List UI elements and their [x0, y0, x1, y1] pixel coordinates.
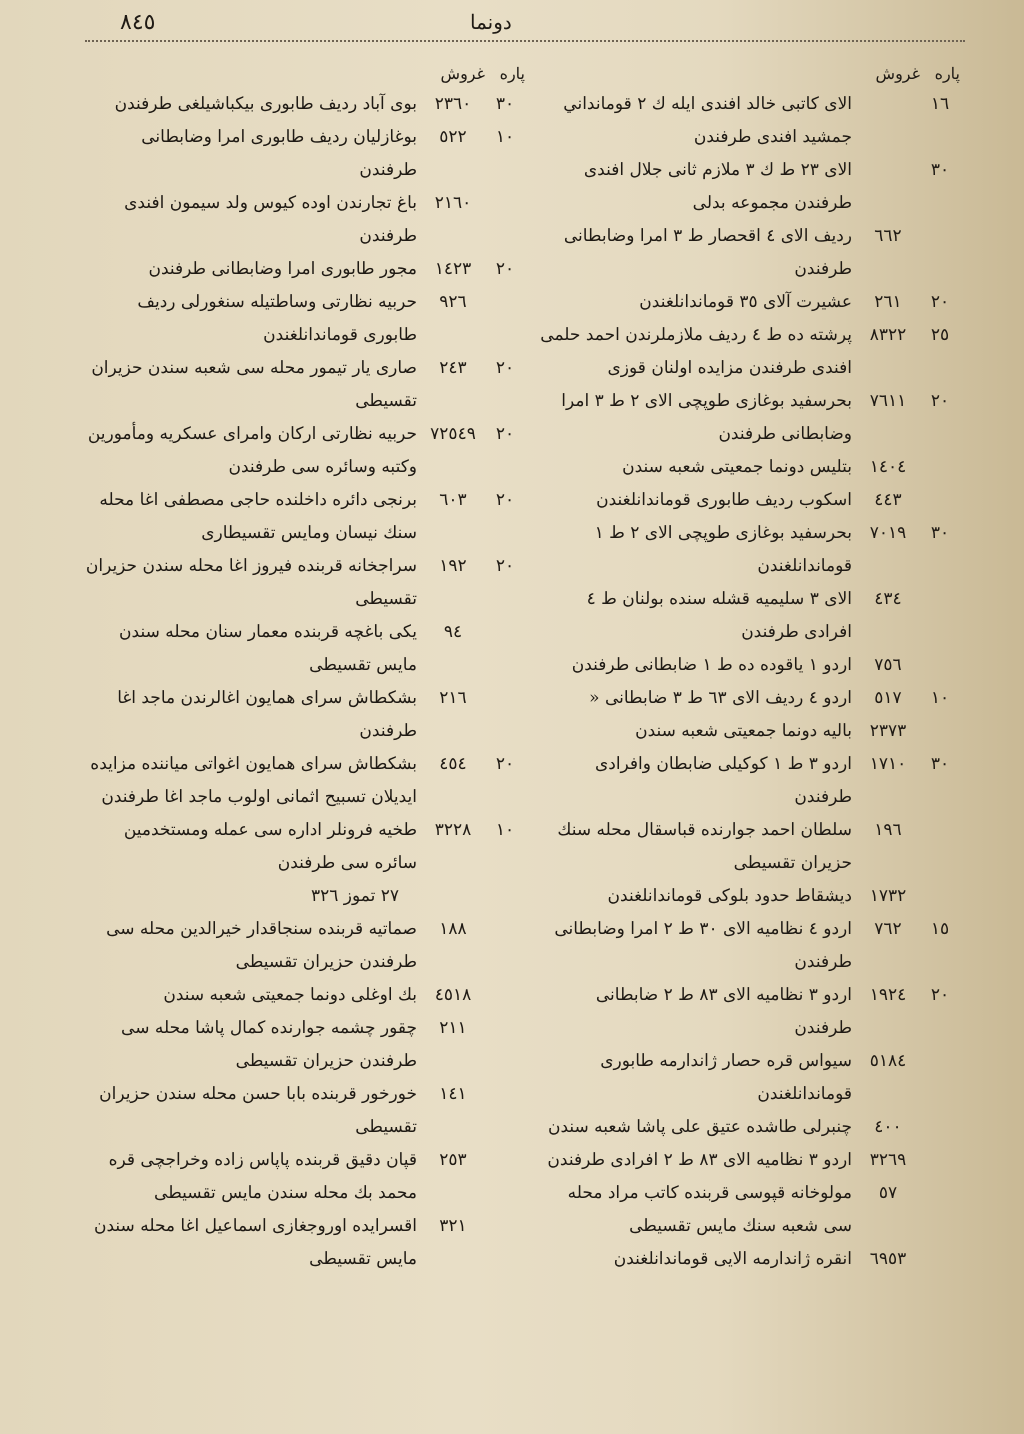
- ledger-entry: [540, 451, 960, 484]
- para-amount: ٢٠: [495, 424, 515, 444]
- entry-description: يكی باغچه قربنده معمار سنان محله سندن مايس تقسيطی: [119, 622, 417, 675]
- kurus-amount: ٧٠١٩: [869, 523, 907, 543]
- kurus-amount: ٢٥٣: [439, 1150, 467, 1170]
- column-header: [85, 58, 525, 88]
- entry-description: الای ٣ سليميه قشله سنده بولنان ط ٤ افرادی طرفندن: [586, 589, 852, 642]
- para-amount: ١٠: [930, 688, 950, 708]
- para-amount: ٢٠: [930, 391, 950, 411]
- ledger-entry: [85, 682, 525, 748]
- kurus-amount: ١٨٨: [439, 919, 467, 939]
- right-column: [540, 58, 960, 1276]
- ledger-entry: [85, 253, 525, 286]
- para-amount: ١٦: [930, 94, 950, 114]
- ledger-entry: [540, 385, 960, 451]
- entry-description: مولوخانه قپوسی قربنده كاتب مراد محله سی شعبه سنك مايس تقسيطی: [567, 1183, 852, 1236]
- kurus-amount: ٧٦٢: [874, 919, 902, 939]
- entry-description: بوغازليان رديف طابوری امرا وضابطانی طرفندن: [141, 127, 417, 180]
- para-amount: ١٠: [495, 820, 515, 840]
- kurus-amount: ٦٦٢: [874, 226, 902, 246]
- ledger-entry: [540, 517, 960, 583]
- ledger-entry: [85, 88, 525, 121]
- ledger-entry: [540, 1144, 960, 1177]
- ledger-entry: [540, 814, 960, 880]
- kurus-amount: ٩٤: [443, 622, 463, 642]
- entry-description: مجور طابوری امرا وضابطانی طرفندن: [148, 259, 417, 279]
- entry-description: بك اوغلی دونما جمعيتی شعبه سندن: [163, 985, 417, 1005]
- entry-description: بشكطاش سرای همايون اغواتی ميانندە مزايده ايديلان تسبيح اثمانی اولوب ماجد اغا طرفندن: [90, 754, 417, 807]
- kurus-amount: ١٤٠٤: [869, 457, 907, 477]
- entry-description: بحرسفيد بوغازی طوپچی الای ٢ ط ٣ امرا وضابطانی طرفندن: [561, 391, 852, 444]
- entry-description: ديشقاط حدود بلوكی قوماندانلغندن: [607, 886, 852, 906]
- ledger-entry: [540, 682, 960, 715]
- running-title: دونما: [470, 10, 512, 34]
- kurus-amount: ٢٣٧٣: [869, 721, 907, 741]
- entry-description: سراجخانه قربنده فيروز اغا محله سندن حزيران تقسيطی: [85, 556, 417, 609]
- kurus-amount: ٤٥٤: [439, 754, 467, 774]
- ledger-entry: [540, 913, 960, 979]
- entry-description: اردو ١ ياقوده ده ط ١ ضابطانی طرفندن: [571, 655, 852, 675]
- date-line: ٢٧ تموز ٣٢٦: [310, 886, 400, 906]
- kurus-amount: ١٧١٠: [869, 754, 907, 774]
- entry-description: اسكوب رديف طابوری قوماندانلغندن: [596, 490, 852, 510]
- entry-description: اردو ٣ نظاميه الای ٨٣ ط ٢ ضابطانی طرفندن: [595, 985, 852, 1038]
- entry-list: [540, 88, 960, 1276]
- kurus-amount: ١٤١: [439, 1084, 467, 1104]
- entry-description: برنجی دائره داخلنده حاجی مصطفی اغا محله سنك نيسان ومايس تقسيطاری: [99, 490, 417, 543]
- para-amount: ٢٠: [495, 259, 515, 279]
- para-amount: ٣٠: [930, 754, 950, 774]
- para-amount: ٢٠: [495, 754, 515, 774]
- kurus-amount: ٦٩٥٣: [869, 1249, 907, 1269]
- para-amount: ٣٠: [930, 523, 950, 543]
- entry-description: اقسرايده اوروجغازی اسماعيل اغا محله سندن مايس تقسيطی: [94, 1216, 417, 1269]
- para-amount: ٣٠: [930, 160, 950, 180]
- entry-list: [85, 913, 525, 1276]
- entry-description: قپان دقيق قربنده پاپاس زاده وخراجچی قره محمد بك محله سندن مايس تقسيطی: [108, 1150, 417, 1203]
- ledger-entry: [540, 154, 960, 220]
- entry-description: عشيرت آلای ٣٥ قوماندانلغندن: [639, 292, 852, 312]
- kurus-amount: ٢١٦٠: [434, 193, 472, 213]
- kurus-amount: ٤٠٠: [874, 1117, 902, 1137]
- ledger-entry: [85, 1144, 525, 1210]
- kurus-amount: ٩٢٦: [439, 292, 467, 312]
- para-label: پاره: [499, 63, 525, 83]
- entry-description: رديف الای ٤ اقحصار ط ٣ امرا وضابطانی طرفندن: [563, 226, 852, 279]
- kurus-amount: ٤٤٣: [874, 490, 902, 510]
- entry-description: حربيه نظارتی اركان وامرای عسكريه ومأمورين وكتبه وسائره سی طرفندن: [87, 424, 417, 477]
- column-header: [540, 58, 960, 88]
- kurus-amount: ٧٥٦: [874, 655, 902, 675]
- kurus-amount: ٧٢٥٤٩: [430, 424, 476, 444]
- ledger-entry: [85, 979, 525, 1012]
- kurus-amount: ٢٦١: [874, 292, 902, 312]
- entry-description: چقور چشمه جوارنده كمال پاشا محله سی طرفندن حزيران تقسيطی: [121, 1018, 417, 1071]
- entry-list: [85, 88, 525, 880]
- ledger-entry: [85, 286, 525, 352]
- entry-description: اردو ٣ ط ١ كوكيلی ضابطان وافرادی طرفندن: [594, 754, 852, 807]
- entry-description: سيواس قره حصار ژاندارمه طابوری قوماندانلغندن: [600, 1051, 852, 1104]
- entry-description: باغ تجارندن اوده كيوس ولد سيمون افندی طرفندن: [124, 193, 417, 246]
- ledger-entry: [85, 1078, 525, 1144]
- ledger-entry: [540, 1045, 960, 1111]
- ledger-entry: [85, 814, 525, 880]
- kurus-amount: ٢٣٦٠: [434, 94, 472, 114]
- ledger-entry: [85, 616, 525, 682]
- kurus-amount: ٣٢٢٨: [434, 820, 472, 840]
- ledger-entry: [540, 220, 960, 286]
- ledger-entry: [540, 319, 960, 385]
- kurus-amount: ٥١٧: [874, 688, 902, 708]
- kurus-amount: ١٤٢٣: [434, 259, 472, 279]
- entry-description: صاری يار تيمور محله سی شعبه سندن حزيران تقسيطی: [91, 358, 417, 411]
- ledger-entry: [85, 550, 525, 616]
- entry-description: بشكطاش سرای همايون اغالرندن ماجد اغا طرفندن: [117, 688, 417, 741]
- ledger-entry: [85, 1012, 525, 1078]
- ledger-entry: [540, 286, 960, 319]
- para-amount: ١٠: [495, 127, 515, 147]
- left-column: [85, 58, 525, 1276]
- entry-description: الای ٢٣ ط ك ٣ ملازم ثانی جلال افندی طرفندن مجموعه بدلی: [583, 160, 852, 213]
- ledger-entry: [540, 88, 960, 154]
- header-rule: [85, 40, 965, 42]
- ledger-entry: [540, 715, 960, 748]
- para-amount: ٢٠: [495, 556, 515, 576]
- entry-description: باليه دونما جمعيتی شعبه سندن: [635, 721, 852, 741]
- kurus-amount: ٥٢٢: [439, 127, 467, 147]
- ledger-entry: [540, 880, 960, 913]
- ledger-entry: [85, 352, 525, 418]
- kurus-amount: ٢٤٣: [439, 358, 467, 378]
- kurus-amount: ٣٢١: [439, 1216, 467, 1236]
- kurus-amount: ٢١٦: [439, 688, 467, 708]
- ledger-entry: [85, 121, 525, 187]
- ledger-entry: [85, 1210, 525, 1276]
- para-label: پاره: [934, 63, 960, 83]
- ledger-entry: [540, 979, 960, 1045]
- entry-description: بوی آباد رديف طابوری بيكباشيلغی طرفندن: [114, 94, 417, 114]
- entry-description: اردو ٤ رديف الای ٦٣ ط ٣ ضابطانی «: [589, 688, 852, 708]
- entry-description: پرشته ده ط ٤ رديف ملازملرندن احمد حلمی افندی طرفندن مزايده اولنان قوزی: [540, 325, 852, 378]
- entry-description: اردو ٤ نظاميه الای ٣٠ ط ٢ امرا وضابطانی طرفندن: [554, 919, 852, 972]
- kurus-amount: ٧٦١١: [869, 391, 907, 411]
- ledger-entry: [85, 418, 525, 484]
- kurus-amount: ١٩٢٤: [869, 985, 907, 1005]
- kurus-amount: ٣٢٦٩: [869, 1150, 907, 1170]
- kurus-amount: ٤٣٤: [874, 589, 902, 609]
- para-amount: ١٥: [930, 919, 950, 939]
- ledger-entry: [540, 1177, 960, 1243]
- ledger-entry: [85, 187, 525, 253]
- kurus-amount: ١٩٦: [874, 820, 902, 840]
- ledger-entry: [540, 583, 960, 649]
- kurus-label: غروش: [440, 63, 485, 83]
- para-amount: ٢٥: [930, 325, 950, 345]
- entry-description: صماتيه قربنده سنجاقدار خيرالدين محله سی طرفندن حزيران تقسيطی: [106, 919, 417, 972]
- kurus-amount: ٤٥١٨: [434, 985, 472, 1005]
- entry-description: حربيه نظارتی وساطتيله سنغورلی رديف طابوری قوماندانلغندن: [137, 292, 417, 345]
- entry-description: طخيه فرونلر اداره سی عمله ومستخدمين سائره سی طرفندن: [123, 820, 417, 873]
- ledger-entry: [540, 649, 960, 682]
- ledger-entry: [85, 748, 525, 814]
- kurus-amount: ٦٠٣: [439, 490, 467, 510]
- ledger-entry: [540, 484, 960, 517]
- page-header: [0, 6, 1024, 42]
- kurus-amount: ١٧٣٢: [869, 886, 907, 906]
- para-amount: ٢٠: [495, 490, 515, 510]
- entry-description: انقره ژاندارمه الايی قوماندانلغندن: [613, 1249, 852, 1269]
- ledger-entry: [540, 1243, 960, 1276]
- para-amount: ٢٠: [495, 358, 515, 378]
- kurus-amount: ٨٣٢٢: [869, 325, 907, 345]
- kurus-amount: ٥١٨٤: [869, 1051, 907, 1071]
- para-amount: ٢٠: [930, 985, 950, 1005]
- entry-description: چنبرلی طاشده عتيق علی پاشا شعبه سندن: [547, 1117, 852, 1137]
- kurus-label: غروش: [875, 63, 920, 83]
- para-amount: ٣٠: [495, 94, 515, 114]
- entry-description: سلطان احمد جوارنده قباسقال محله سنك حزيران تقسيطی: [557, 820, 852, 873]
- entry-description: خورخور قربنده بابا حسن محله سندن حزيران تقسيطی: [99, 1084, 417, 1137]
- entry-description: الای كاتبی خالد افندی ایله ك ٢ قومانداني جمشيد افندی طرفندن: [563, 94, 852, 147]
- entry-description: اردو ٣ نظاميه الای ٨٣ ط ٢ افرادی طرفندن: [547, 1150, 852, 1170]
- kurus-amount: ٥٧: [878, 1183, 898, 1203]
- ledger-entry: [540, 748, 960, 814]
- para-amount: ٢٠: [930, 292, 950, 312]
- ledger-entry: [85, 913, 525, 979]
- page-number: ٨٤٥: [120, 10, 156, 35]
- kurus-amount: ١٩٢: [439, 556, 467, 576]
- entry-description: بحرسفيد بوغازی طوپچی الای ٢ ط ١ قوماندانلغندن: [594, 523, 852, 576]
- kurus-amount: ٢١١: [439, 1018, 467, 1038]
- entry-description: بتليس دونما جمعيتی شعبه سندن: [622, 457, 852, 477]
- ledger-entry: [540, 1111, 960, 1144]
- ledger-entry: [85, 484, 525, 550]
